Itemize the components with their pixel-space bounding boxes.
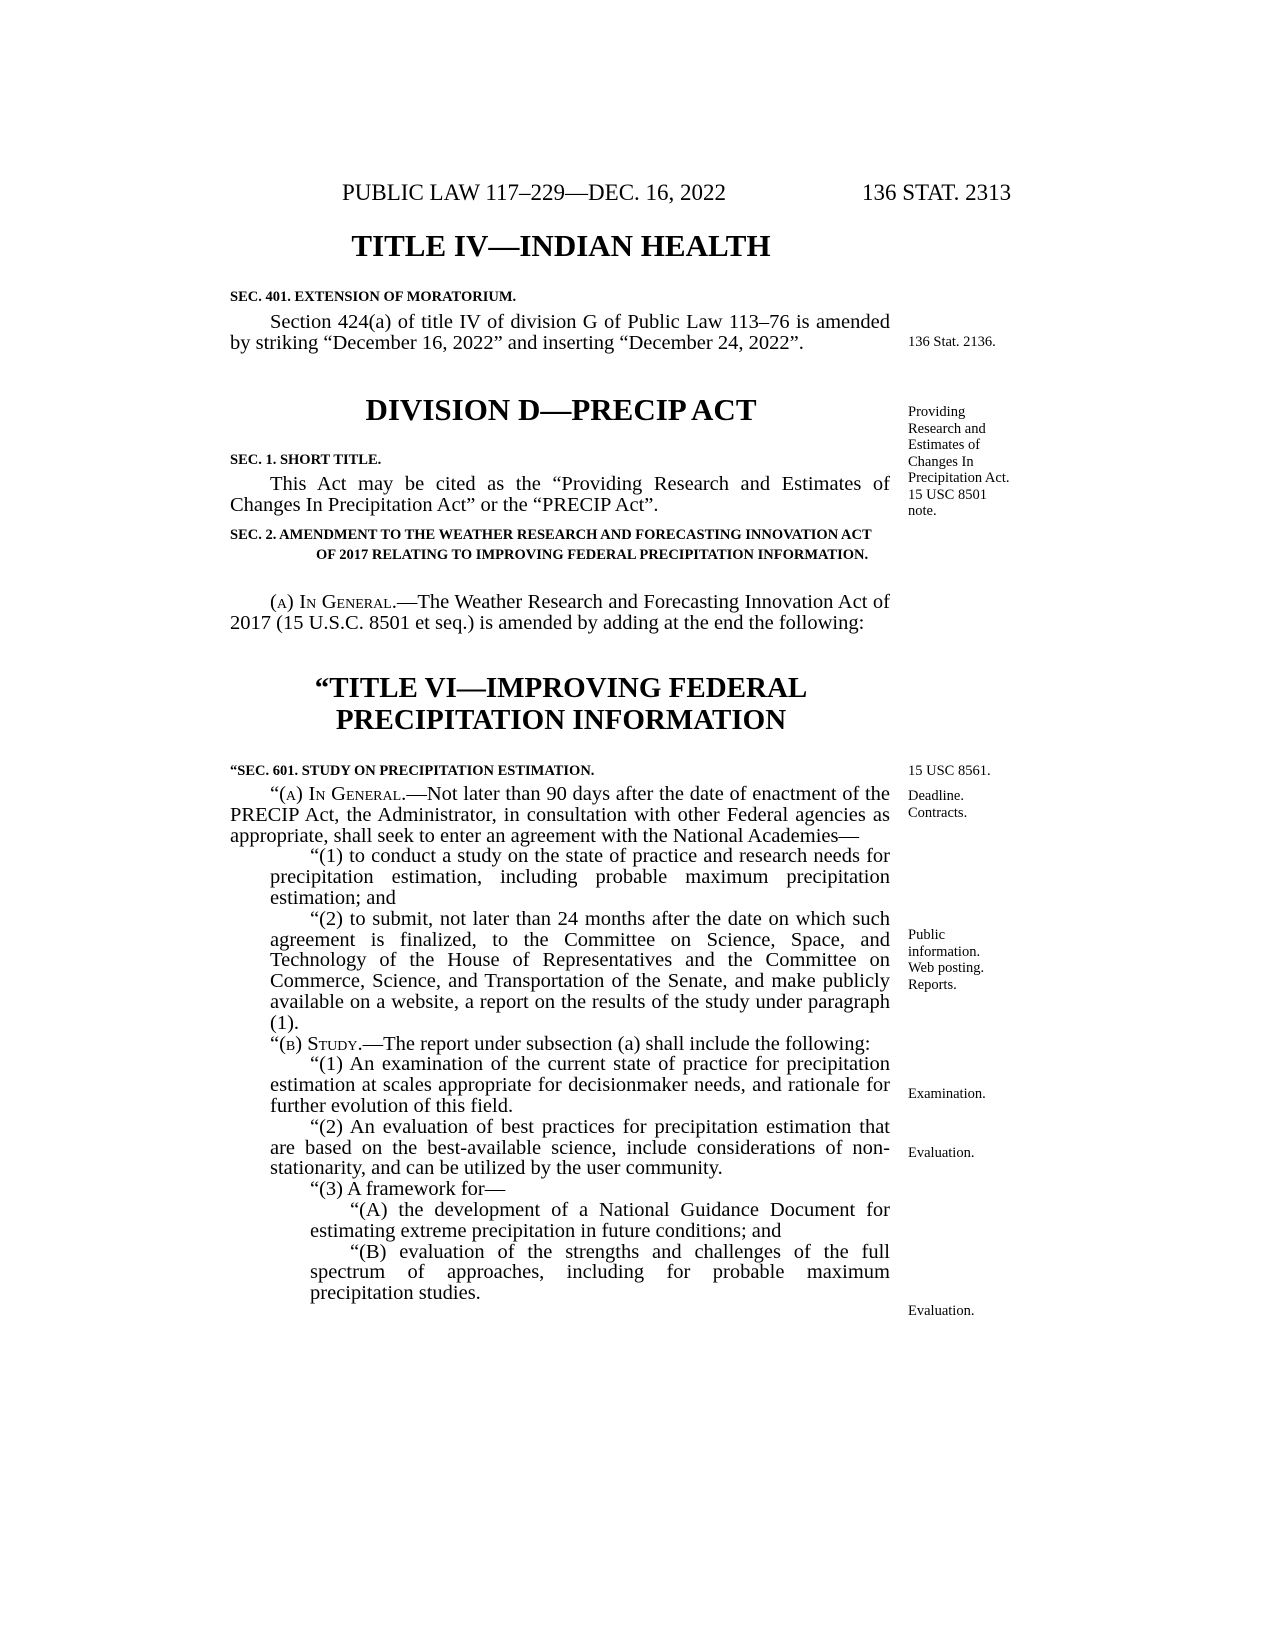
sec-601-body [230,784,890,1304]
margin-note-examination: Examination. [908,1086,986,1102]
margin-note-usc-8561: 15 USC 8561. [908,763,991,779]
margin-note-line: Precipitation Act. [908,470,1010,486]
sec-601-a-2 [230,909,890,1034]
margin-note-line: Changes In [908,453,974,470]
sec-401-body [230,312,890,354]
title-vi-heading [230,672,892,736]
sec-1-body [230,474,890,516]
sec-2-a-label: (a) In General. [270,591,397,613]
sec-601-heading: “SEC. 601. STUDY ON PRECIPITATION ESTIMATION. [230,763,595,779]
sec-601-b-2-text: “(2) An evaluation of best practices for precipitation estimation that are based on the best-available science, include considerations of non-stationarity, and can be utilized by the user community. [270,1115,890,1180]
sec-2-a-text: —The Weather Research and Forecasting Innovation Act of 2017 (15 U.S.C. 8501 et seq.) is amended by adding at the end the following: [230,591,890,634]
margin-note-line: Providing [908,404,966,420]
sec-601-a-1-text: “(1) to conduct a study on the state of practice and research needs for precipitation estimation, including probable maximum precipitation estimation; and [270,845,890,909]
sec-401-heading: SEC. 401. EXTENSION OF MORATORIUM. [230,289,517,305]
sec-601-a-2-text: “(2) to submit, not later than 24 months after the date on which such agreement is finalized, to the Committee on Science, Space, and Technology of the House of Representatives and the Committee on Commerce, Science, and Transportation of the Senate, and make publicly available on a website, a report on the results of the study under paragraph (1). [270,907,890,1034]
margin-note-evaluation-2: Evaluation. [908,1303,975,1319]
sec-601-b-3-A-text: “(A) the development of a National Guidance Document for estimating extreme precipitation in future conditions; and [310,1198,890,1242]
margin-note-line: 15 USC 8501 [908,486,987,503]
sec-601-a-1 [230,846,890,908]
sec-601-b-3-text: “(3) A framework for— [310,1178,506,1201]
sec-601-a-text: —Not later than 90 days after the date of enactment of the PRECIP Act, the Administrator, in consultation with other Federal agencies as appropriate, shall seek to enter an agreement with the National Academies— [230,783,890,847]
margin-note-line: Estimates of [908,437,981,453]
sec-601-b-3-A [230,1200,890,1242]
sec-2-heading: SEC. 2. AMENDMENT TO THE WEATHER RESEARCH AND FORECASTING INNOVATION ACT OF 2017 RELATING TO IMPROVING FEDERAL PRECIPITATION INFORMATION. [230,527,872,563]
sec-1-heading: SEC. 1. SHORT TITLE. [230,452,382,468]
margin-note-stat-2136: 136 Stat. 2136. [908,334,996,350]
sec-601-b-text: —The report under subsection (a) shall include the following: [362,1032,871,1055]
sec-601-b [230,1034,890,1055]
margin-note-line: information. [908,943,981,960]
sec-601-b-1 [230,1054,890,1116]
margin-note-line: Research and [908,420,986,437]
margin-note-line: Contracts. [908,804,968,821]
margin-note-line: Web posting. [908,960,985,976]
running-header-law: PUBLIC LAW 117–229—DEC. 16, 2022 [342,180,727,205]
margin-note-line: Deadline. [908,788,964,804]
division-d-heading: DIVISION D—PRECIP ACT [365,392,757,427]
sec-601-b-label: “(b) Study. [270,1032,363,1055]
sec-601-b-3-B-text: “(B) evaluation of the strengths and challenges of the full spectrum of approaches, including for probable maximum precipitation studies. [310,1240,890,1305]
sec-2-body [230,592,890,634]
margin-note-line: Reports. [908,976,957,993]
running-header-stat: 136 STAT. 2313 [862,180,1012,205]
sec-601-a-label: “(a) In General. [270,783,407,805]
title-vi-heading-line2: PRECIPITATION INFORMATION [335,704,787,736]
margin-note-line: note. [908,503,937,519]
sec-401-text: Section 424(a) of title IV of division G of Public Law 113–76 is amended by striking “December 16, 2022” and inserting “December 24, 2022”. [230,311,890,354]
sec-601-b-1-text: “(1) An examination of the current state of practice for precipitation estimation at scales appropriate for decisionmaker needs, and rationale for further evolution of this field. [270,1053,890,1117]
sec-2-a-paragraph [230,592,890,634]
margin-note-line: Public [908,927,946,943]
sec-601-a [230,784,890,846]
margin-note-evaluation-1: Evaluation. [908,1145,975,1161]
sec-601-b-2 [230,1117,890,1179]
margin-note-deadline [908,788,967,821]
sec-1-text: This Act may be cited as the “Providing Research and Estimates of Changes In Precipitation Act” or the “PRECIP Act”. [230,473,890,516]
sec-601-b-3-B [230,1242,890,1304]
sec-601-b-3 [230,1179,890,1200]
margin-note-public-info [908,927,984,993]
title-iv-heading: TITLE IV—INDIAN HEALTH [351,228,771,263]
margin-note-precip-act [908,404,1009,520]
title-vi-heading-line1: “TITLE VI—IMPROVING FEDERAL [314,672,808,704]
